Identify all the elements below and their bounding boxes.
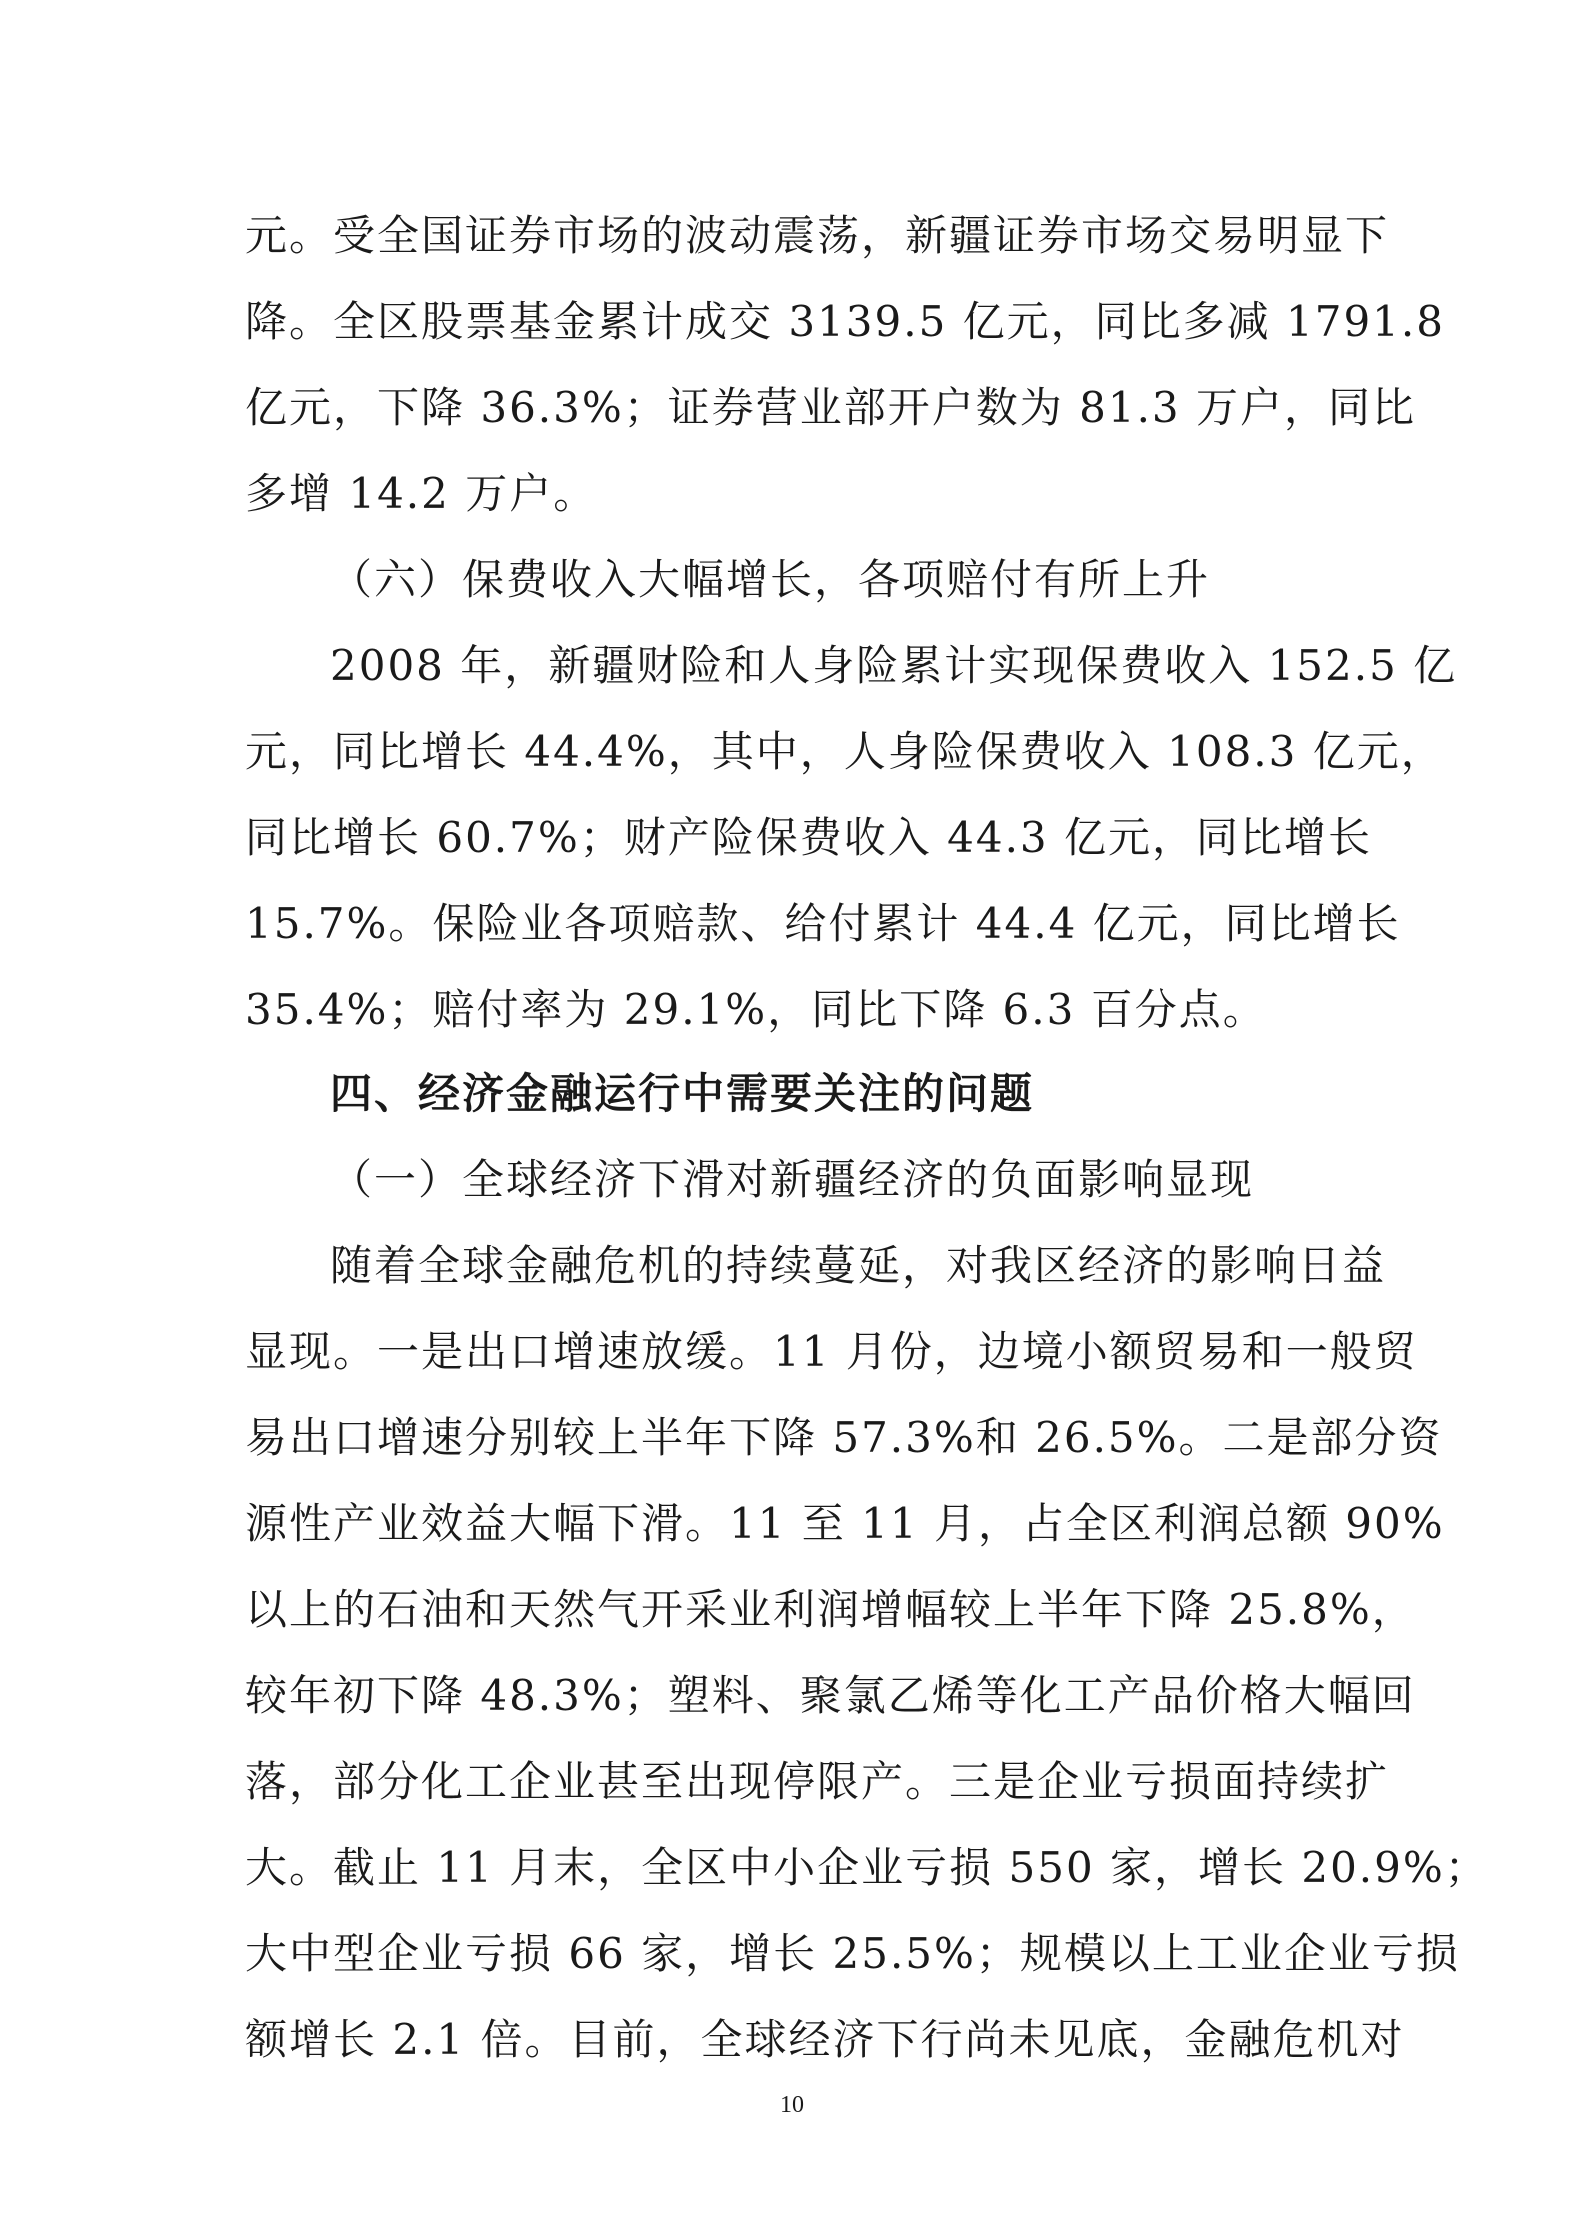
paragraph-3-line-1: 随着全球金融危机的持续蔓延，对我区经济的影响日益 bbox=[330, 1241, 1387, 1290]
paragraph-3-line-8: 大。截止 11 月末，全区中小企业亏损 550 家，增长 20.9%； bbox=[245, 1843, 1489, 1892]
paragraph-3-line-4: 源性产业效益大幅下滑。11 至 11 月，占全区利润总额 90% bbox=[245, 1499, 1445, 1548]
paragraph-2-line-2: 元，同比增长 44.4%，其中，人身险保费收入 108.3 亿元， bbox=[245, 727, 1445, 776]
paragraph-3-line-10: 额增长 2.1 倍。目前，全球经济下行尚未见底，金融危机对 bbox=[245, 2015, 1405, 2064]
paragraph-1-line-3: 亿元，下降 36.3%；证券营业部开户数为 81.3 万户，同比 bbox=[245, 383, 1416, 432]
paragraph-1-line-1: 元。受全国证券市场的波动震荡，新疆证券市场交易明显下 bbox=[245, 211, 1390, 260]
paragraph-2-line-4: 15.7%。保险业各项赔款、给付累计 44.4 亿元，同比增长 bbox=[245, 899, 1401, 948]
paragraph-2-line-5: 35.4%；赔付率为 29.1%，同比下降 6.3 百分点。 bbox=[245, 985, 1267, 1034]
paragraph-3-line-9: 大中型企业亏损 66 家，增长 25.5%；规模以上工业企业亏损 bbox=[245, 1929, 1460, 1978]
page-number: 10 bbox=[780, 2092, 804, 2118]
paragraph-3-line-6: 较年初下降 48.3%；塑料、聚氯乙烯等化工产品价格大幅回 bbox=[245, 1671, 1416, 1720]
paragraph-3-line-2: 显现。一是出口增速放缓。11 月份，边境小额贸易和一般贸 bbox=[245, 1327, 1418, 1376]
paragraph-1-line-4: 多增 14.2 万户。 bbox=[245, 469, 598, 518]
subheading-insurance: （六）保费收入大幅增长，各项赔付有所上升 bbox=[330, 555, 1211, 604]
paragraph-3-line-5: 以上的石油和天然气开采业利润增幅较上半年下降 25.8%， bbox=[245, 1585, 1416, 1634]
paragraph-2-line-1: 2008 年，新疆财险和人身险累计实现保费收入 152.5 亿 bbox=[330, 641, 1458, 690]
paragraph-3-line-3: 易出口增速分别较上半年下降 57.3%和 26.5%。二是部分资 bbox=[245, 1413, 1443, 1462]
paragraph-1-line-2: 降。全区股票基金累计成交 3139.5 亿元，同比多减 1791.8 bbox=[245, 297, 1445, 346]
paragraph-2-line-3: 同比增长 60.7%；财产险保费收入 44.3 亿元，同比增长 bbox=[245, 813, 1372, 862]
subheading-global-economy: （一）全球经济下滑对新疆经济的负面影响显现 bbox=[330, 1155, 1255, 1204]
section-heading: 四、经济金融运行中需要关注的问题 bbox=[330, 1069, 1035, 1118]
paragraph-3-line-7: 落，部分化工企业甚至出现停限产。三是企业亏损面持续扩 bbox=[245, 1757, 1390, 1806]
